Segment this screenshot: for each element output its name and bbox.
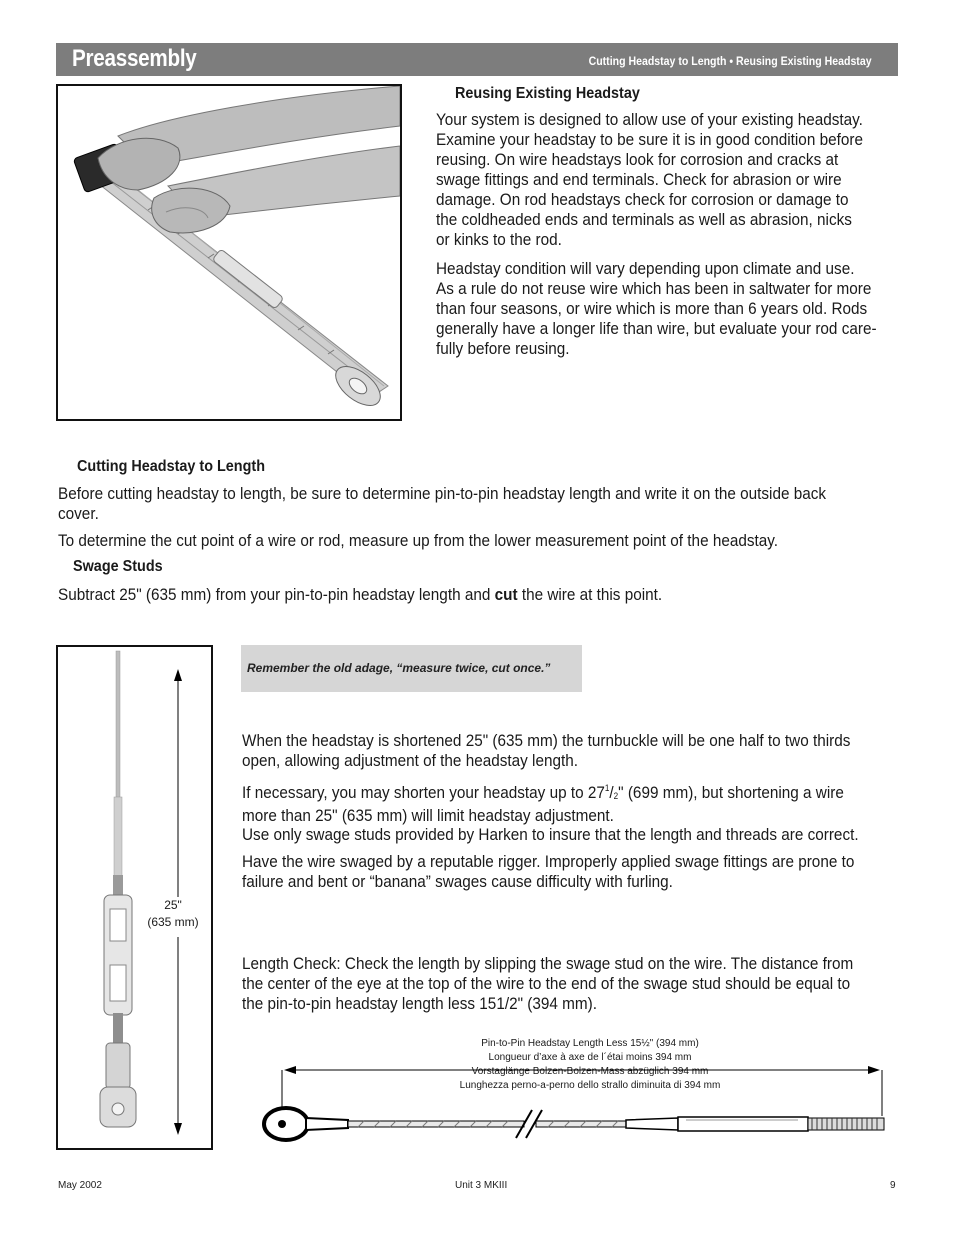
swage-heading: Swage Studs xyxy=(73,558,163,575)
text-line: cover. xyxy=(58,504,99,523)
text-span: Subtract 25" (635 mm) from your pin-to-pin headstay length and xyxy=(58,585,495,604)
text-line: damage. On rod headstays check for corrosion or damage to xyxy=(436,190,849,209)
header-subtitle: Cutting Headstay to Length • Reusing Existing Headstay xyxy=(589,54,872,68)
text-line: When the headstay is shortened 25" (635 mm) the turnbuckle will be one half to two thirds xyxy=(242,731,851,750)
max-shorten-paragraph xyxy=(242,778,954,826)
caption-german: Vorstaglänge Bolzen-Bolzen-Mass abzüglich 394 mm xyxy=(471,1066,709,1077)
cutting-heading: Cutting Headstay to Length xyxy=(77,458,266,475)
text-line: or kinks to the rod. xyxy=(436,230,562,249)
text-line: the pin-to-pin headstay length less 151/2" (394 mm). xyxy=(242,994,597,1013)
dimension-label-mm: (635 mm) xyxy=(147,915,199,929)
text-span: " (699 mm), but shortening a wire xyxy=(618,783,844,802)
photo-headstay-turnbuckle xyxy=(56,645,213,1150)
page-title: Preassembly xyxy=(72,45,197,72)
reusing-paragraph-1 xyxy=(436,110,946,250)
caption-french: Longueur d’axe à axe de l´étai moins 394 mm xyxy=(488,1052,692,1063)
text-line: more than 25" (635 mm) will limit headstay adjustment. xyxy=(242,806,614,825)
photo-hands-measuring xyxy=(56,84,402,421)
length-check-paragraph xyxy=(242,954,954,1014)
shorten-paragraph xyxy=(242,731,954,771)
dimension-label xyxy=(138,897,208,931)
callout-box xyxy=(241,645,582,692)
text-line: Before cutting headstay to length, be sure to determine pin-to-pin headstay length and write it on the outside back xyxy=(58,484,827,503)
wire-length-diagram xyxy=(258,1060,898,1150)
harken-studs-paragraph: Use only swage studs provided by Harken to insure that the length and threads are correct. xyxy=(242,825,859,844)
text-line: failure and bent or “banana” swages cause difficulty with furling. xyxy=(242,872,673,891)
text-line: generally have a longer life than wire, but evaluate your rod care- xyxy=(436,319,877,338)
header-bar xyxy=(56,43,898,76)
text-span: the wire at this point. xyxy=(517,585,663,604)
text-span: If necessary, you may shorten your headstay up to 27 xyxy=(242,783,605,802)
cutting-paragraph-2: To determine the cut point of a wire or rod, measure up from the lower measurement point of the headstay. xyxy=(58,531,779,550)
footer-unit: Unit 3 MKIII xyxy=(455,1180,508,1191)
text-line: reusing. On wire headstays look for corrosion and cracks at xyxy=(436,150,839,169)
text-line: open, allowing adjustment of the headstay length. xyxy=(242,751,578,770)
text-line: Headstay condition will vary depending upon climate and use. xyxy=(436,259,855,278)
footer-date: May 2002 xyxy=(58,1180,102,1191)
text-line: Have the wire swaged by a reputable rigger. Improperly applied swage fittings are prone to xyxy=(242,852,855,871)
callout-text: Remember the old adage, “measure twice, cut once.” xyxy=(247,661,551,675)
fraction-numerator: 1 xyxy=(604,783,610,793)
rigger-paragraph xyxy=(242,852,954,892)
caption-italian: Lunghezza perno-a-perno dello strallo diminuita di 394 mm xyxy=(459,1080,721,1091)
cutting-paragraph-1 xyxy=(58,484,954,524)
text-line: the center of the eye at the top of the wire to the end of the swage stud should be equal to xyxy=(242,974,851,993)
text-line: Your system is designed to allow use of your existing headstay. xyxy=(436,110,863,129)
reusing-paragraph-2 xyxy=(436,259,946,359)
text-line: than four seasons, or wire which is more than 6 years old. Rods xyxy=(436,299,868,318)
swage-paragraph xyxy=(58,585,662,605)
text-line: Length Check: Check the length by slipping the swage stud on the wire. The distance from xyxy=(242,954,854,973)
text-line: As a rule do not reuse wire which has been in saltwater for more xyxy=(436,279,872,298)
hands-measuring-illustration xyxy=(58,86,400,419)
reusing-heading: Reusing Existing Headstay xyxy=(455,85,640,102)
bold-cut: cut xyxy=(494,585,518,604)
footer-page-number: 9 xyxy=(890,1180,896,1191)
caption-english: Pin-to-Pin Headstay Length Less 15½" (394 mm) xyxy=(481,1038,699,1049)
text-line: Examine your headstay to be sure it is in good condition before xyxy=(436,130,863,149)
fraction-denominator: 2 xyxy=(613,791,619,801)
text-line: the coldheaded ends and terminals as well as abrasion, nicks xyxy=(436,210,852,229)
text-line: If necessary, you may shorten your headstay up to $27^1/2$" (699 mm), but shortening a wire xyxy=(242,783,844,802)
text-line: swage fittings and end terminals. Check for abrasion or wire xyxy=(436,170,842,189)
text-line: fully before reusing. xyxy=(436,339,570,358)
dimension-label-inches: 25" xyxy=(164,898,182,912)
